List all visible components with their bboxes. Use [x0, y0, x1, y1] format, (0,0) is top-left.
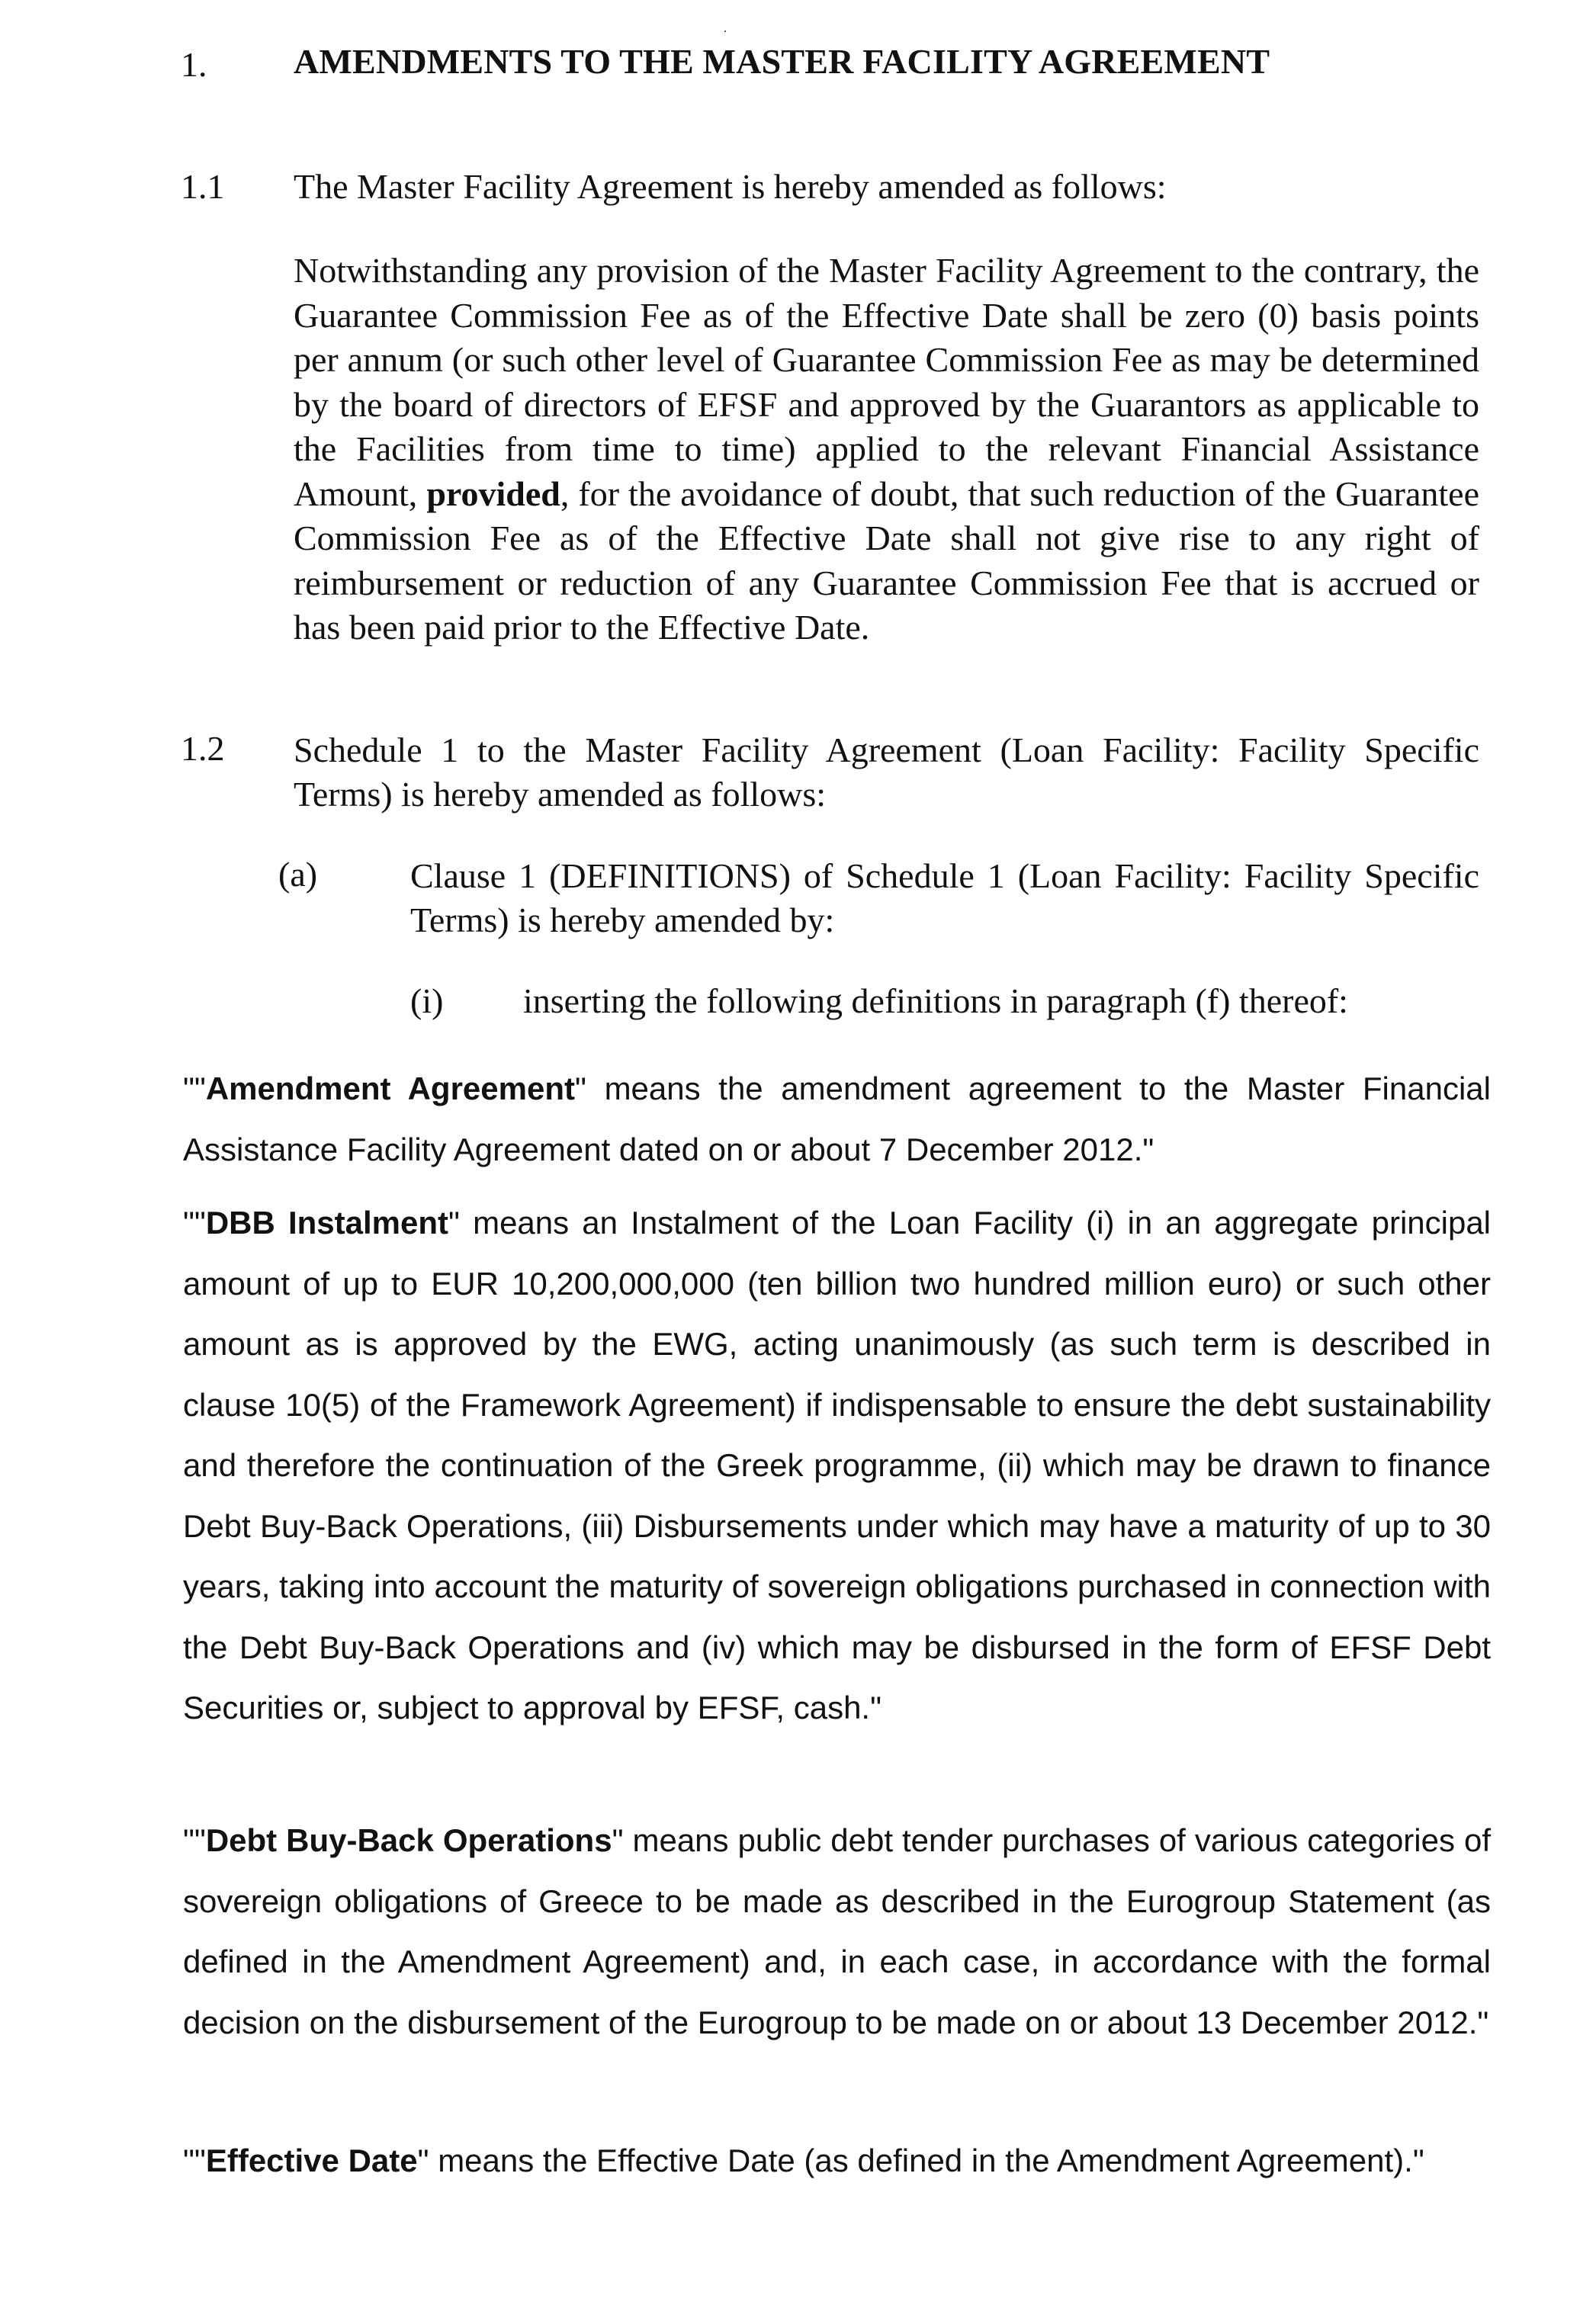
paragraph-text: , for the avoidance of doubt, that such reduction of the Guarantee Commission Fee as of the Effective Date shall not give rise to any right of reimbursement or reduction of any Guarantee Commission Fee that is accrued or has been paid prior to the Effective Date. — [294, 473, 1479, 647]
quote-mark: " — [448, 1205, 460, 1241]
sub-clause-i-label: (i) — [410, 981, 444, 1020]
definition-body: means an Instalment of the Loan Facility (i) in an aggregate principal amount of up to EUR 10,200,000,000 (ten billion two hundred million euro) or such other amount as is approved by the EWG, acting unanimously (as such term is described in clause 10(5) of the Framework Agreement) if indispensable to ensure the debt sustainability and therefore the continuation of the Greek programme, (ii) which may be drawn to finance Debt Buy-Back Operations, (iii) Disbursements under which may have a maturity of up to 30 years, taking into account the maturity of sovereign obligations purchased in connection with the Debt Buy-Back Operations and (iv) which may be disbursed in the form of EFSF Debt Securities or, subject to approval by EFSF, cash." — [183, 1205, 1492, 1725]
quote-mark: "" — [183, 1822, 206, 1858]
section-title: AMENDMENTS TO THE MASTER FACILITY AGREEMENT — [294, 42, 1270, 81]
sub-clause-a-label: (a) — [278, 855, 318, 894]
clause-1-2-text: Schedule 1 to the Master Facility Agreement (Loan Facility: Facility Specific Terms) is hereby amended as follows: — [294, 730, 1479, 814]
quote-mark: "" — [183, 1071, 206, 1106]
provided-bold: provided — [426, 473, 560, 513]
defined-term: DBB Instalment — [205, 1205, 449, 1241]
definition-dbb-instalment — [183, 1193, 1491, 1738]
definition-body: means the amendment agreement to the Master Financial Assistance Facility Agreement dated on or about 7 December 2012." — [183, 1071, 1491, 1167]
quote-mark: " — [417, 2143, 429, 2178]
definition-debt-buy-back-operations — [183, 1810, 1491, 2053]
sub-clause-a-text: Clause 1 (DEFINITIONS) of Schedule 1 (Loan Facility: Facility Specific Terms) is hereby amended by: — [410, 856, 1479, 939]
defined-term: Debt Buy-Back Operations — [205, 1822, 612, 1858]
guarantee-fee-paragraph — [294, 249, 1479, 650]
scan-speck — [724, 30, 726, 32]
defined-term: Effective Date — [205, 2143, 418, 2178]
defined-term: Amendment Agreement — [205, 1071, 575, 1106]
clause-1-2-number: 1.2 — [181, 729, 225, 768]
quote-mark: " — [575, 1071, 586, 1106]
definition-effective-date — [183, 2130, 1491, 2191]
clause-1-1-text: The Master Facility Agreement is hereby amended as follows: — [294, 167, 1167, 206]
section-number: 1. — [181, 45, 207, 84]
quote-mark: "" — [183, 2143, 206, 2178]
sub-clause-i-text: inserting the following definitions in paragraph (f) thereof: — [523, 981, 1348, 1020]
quote-mark: "" — [183, 1205, 206, 1241]
definition-amendment-agreement — [183, 1058, 1491, 1180]
definition-body: means the Effective Date (as defined in the Amendment Agreement)." — [429, 2143, 1424, 2178]
definition-body: means public debt tender purchases of various categories of sovereign obligations of Greece to be made as described in the Eurogroup Statement (as defined in the Amendment Agreement) and, in each case, in accordance with the formal decision on the disbursement of the Eurogroup to be made on or about 13 December 2012." — [183, 1822, 1491, 2040]
paragraph-text: Notwithstanding any provision of the Master Facility Agreement to the contrary, the Guarantee Commission Fee as of the Effective Date shall be zero (0) basis points per annum (or such other level of Guarantee Commission Fee as may be determined by the board of directors of EFSF and approved by the Guarantors as applicable to the Facilities from time to time) applied to the relevant Financial Assistance Amount, — [294, 251, 1479, 513]
clause-1-1-number: 1.1 — [181, 167, 225, 206]
quote-mark: " — [612, 1822, 624, 1858]
